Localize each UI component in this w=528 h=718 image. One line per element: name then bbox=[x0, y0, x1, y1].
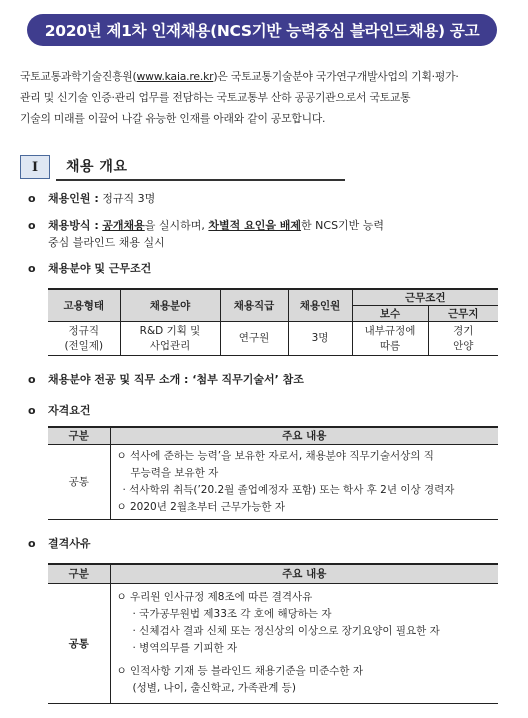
col-header: 채용인원 bbox=[288, 289, 352, 322]
qualifications-item: o 자격요건 bbox=[28, 404, 91, 417]
col-header: 보수 bbox=[352, 306, 428, 322]
qualifications-table bbox=[48, 426, 498, 520]
content-line: ㅇ 석사에 준하는 능력’을 보유한 자로서, 채용분야 직무기술서상의 직 bbox=[116, 449, 434, 462]
section-title: 채용 개요 bbox=[66, 159, 128, 175]
bullet-marker: o bbox=[28, 537, 36, 550]
bullet-marker: o bbox=[28, 373, 36, 386]
col-header: 주요 내용 bbox=[110, 564, 498, 583]
intro-line-2: 관리 및 신기술 인증·관리 업무를 전담하는 국토교통부 산하 공공기관으로서 국토교통 bbox=[20, 91, 411, 104]
announcement-title: 2020년 제1차 인재채용(NCS기반 능력중심 블라인드채용) 공고 bbox=[27, 14, 497, 46]
content-cell bbox=[110, 583, 498, 703]
table-row bbox=[48, 444, 498, 519]
col-header: 근무지 bbox=[428, 306, 498, 322]
disqualification-item: o 결격사유 bbox=[28, 537, 91, 550]
col-header: 구분 bbox=[48, 564, 110, 583]
table-cell: 내부규정에 따름 bbox=[352, 322, 428, 356]
bullet-marker: o bbox=[28, 262, 36, 275]
field-item: o 채용분야 및 근무조건 bbox=[28, 262, 152, 275]
table-cell: 정규직 (전일제) bbox=[48, 322, 120, 356]
method-continuation: 중심 블라인드 채용 실시 bbox=[48, 236, 165, 249]
col-header: 고용형태 bbox=[48, 289, 120, 322]
duties-item: o 채용분야 전공 및 직무 소개 : ‘첨부 직무기술서’ 참조 bbox=[28, 373, 304, 386]
intro-paragraph bbox=[20, 66, 508, 129]
institute-url-link[interactable]: www.kaia.re.kr bbox=[136, 70, 214, 83]
content-line: ㅇ 2020년 2월초부터 근무가능한 자 bbox=[116, 500, 285, 513]
content-line: ㅇ 인적사항 기재 등 블라인드 채용기준을 미준수한 자 bbox=[116, 664, 364, 677]
content-line: 무능력을 보유한 자 bbox=[130, 466, 219, 479]
table-cell: 3명 bbox=[288, 322, 352, 356]
section-number: I bbox=[20, 155, 50, 179]
table-cell: R&D 기획 및 사업관리 bbox=[120, 322, 220, 356]
section-header bbox=[20, 153, 345, 181]
col-header: 구분 bbox=[48, 427, 110, 444]
col-header: 채용직급 bbox=[220, 289, 288, 322]
method-item: o 채용방식 : 공개채용을 실시하며, 차별적 요인을 배제한 NCS기반 능력 bbox=[28, 219, 385, 232]
table-cell: 연구원 bbox=[220, 322, 288, 356]
col-header: 채용분야 bbox=[120, 289, 220, 322]
category-cell: 공통 bbox=[48, 583, 110, 703]
category-cell: 공통 bbox=[48, 444, 110, 519]
headcount-item: o 채용인원 : 정규직 3명 bbox=[28, 192, 156, 205]
content-line: · 국가공무원법 제33조 각 호에 해당하는 자 bbox=[132, 607, 332, 620]
recruitment-table bbox=[48, 288, 498, 356]
table-row bbox=[48, 583, 498, 703]
col-header: 주요 내용 bbox=[110, 427, 498, 444]
bullet-marker: o bbox=[28, 219, 36, 232]
disqualification-table bbox=[48, 563, 498, 704]
content-line: · 석사학위 취득(’20.2월 졸업예정자 포함) 또는 학사 후 2년 이상 경력자 bbox=[122, 483, 455, 496]
content-cell bbox=[110, 444, 498, 519]
col-header: 근무조건 bbox=[352, 289, 498, 306]
table-cell: 경기 안양 bbox=[428, 322, 498, 356]
content-line: ㅇ 우리원 인사규정 제8조에 따른 결격사유 bbox=[116, 590, 313, 603]
section-underline bbox=[56, 179, 345, 181]
table-row bbox=[48, 322, 498, 356]
content-line: · 병역의무를 기피한 자 bbox=[132, 641, 238, 654]
intro-line-3: 기술의 미래를 이끌어 나갈 유능한 인재를 아래와 같이 공모합니다. bbox=[20, 112, 326, 125]
bullet-marker: o bbox=[28, 404, 36, 417]
bullet-marker: o bbox=[28, 192, 36, 205]
content-line: (성별, 나이, 출신학교, 가족관계 등) bbox=[132, 681, 296, 694]
intro-line-1: 국토교통과학기술진흥원(www.kaia.re.kr)은 국토교통기술분야 국가연구개발사업의 기획·평가· bbox=[20, 70, 459, 83]
content-line: · 신체검사 결과 신체 또는 정신상의 이상으로 장기요양이 필요한 자 bbox=[132, 624, 440, 637]
